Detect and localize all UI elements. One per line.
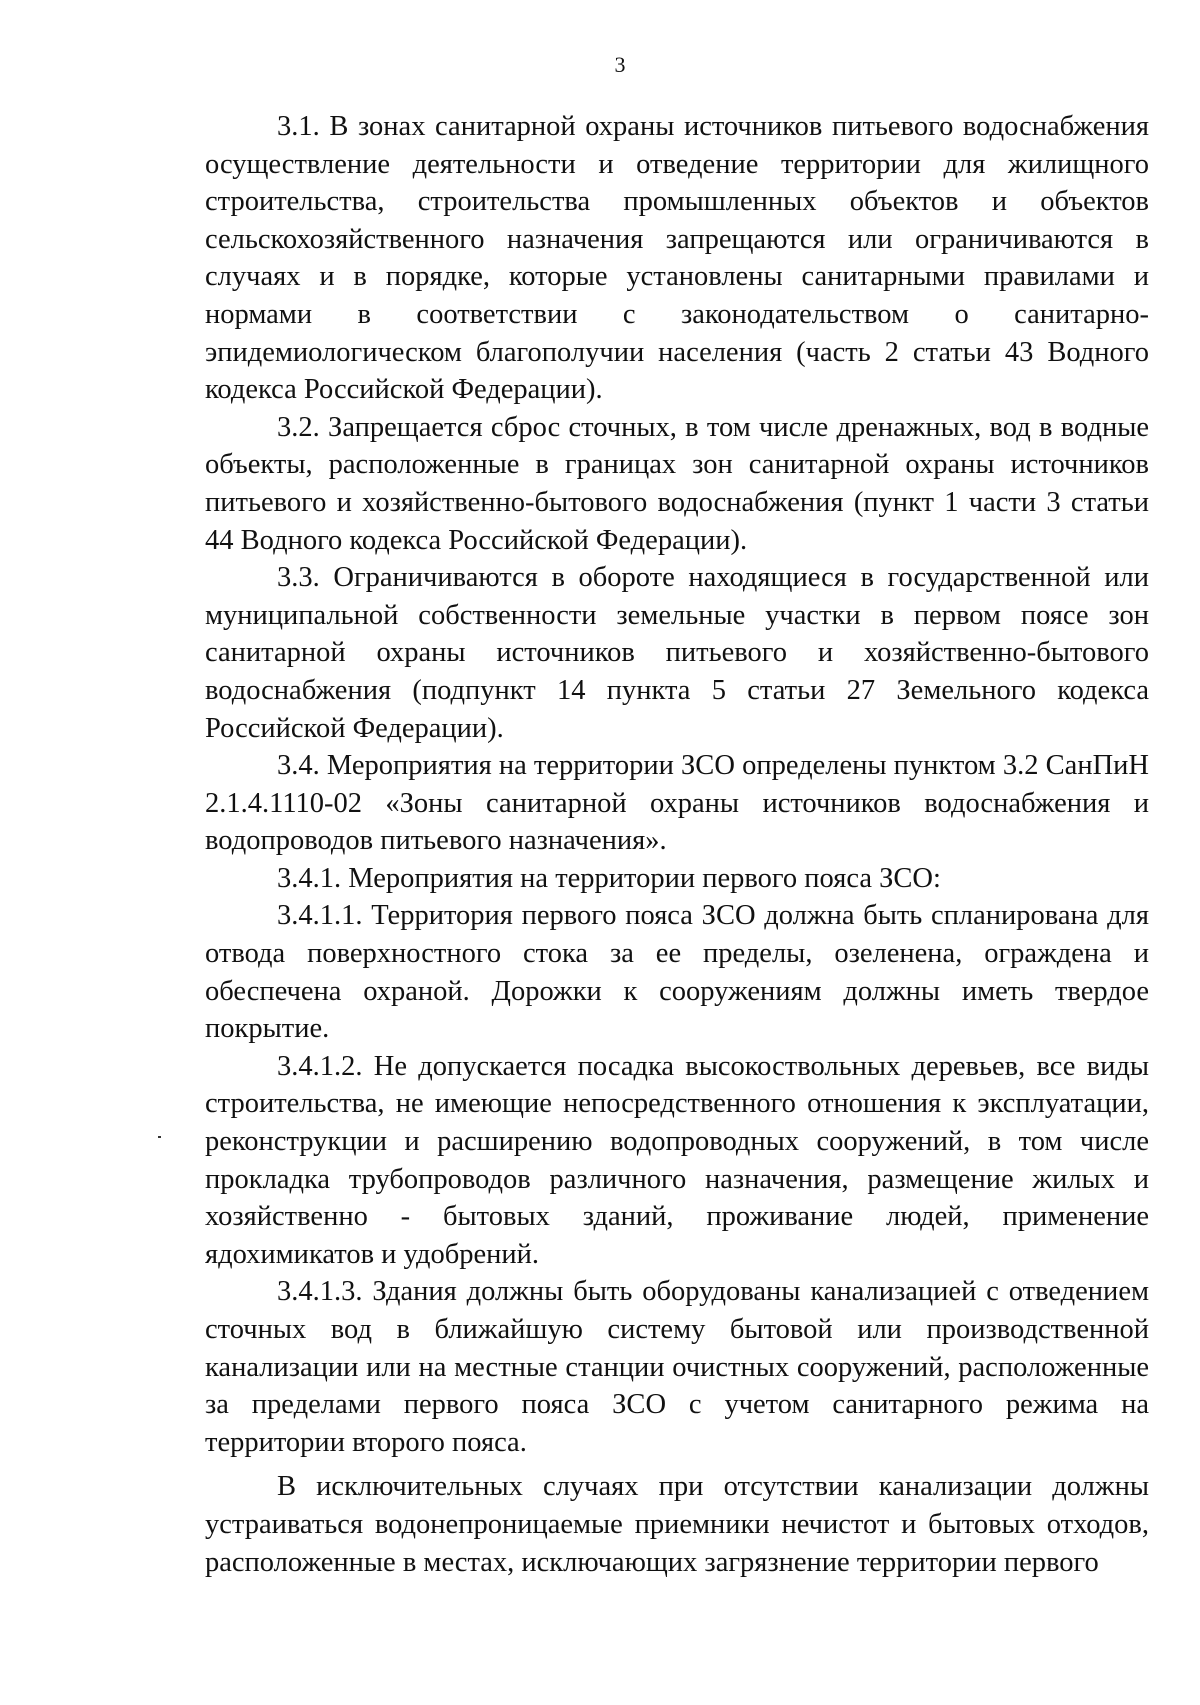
scan-artifact-mark xyxy=(158,1136,161,1138)
paragraph-3-4-1-1: 3.4.1.1. Территория первого пояса ЗСО должна быть спланирована для отвода поверхностного стока за ее пределы, озеленена, ограждена и обеспечена охраной. Дорожки к сооружениям должны иметь твердое покрытие. xyxy=(205,900,1149,1045)
paragraph-3-4-1: 3.4.1. Мероприятия на территории первого пояса ЗСО: xyxy=(277,862,941,894)
paragraph-3-1: 3.1. В зонах санитарной охраны источников питьевого водоснабжения осуществление деятельности и отведение территории для жилищного строительства, строительства промышленных объектов и объектов сельскохозяйственного назначения запрещаются или ограничиваются в случаях и в порядке, которые установлены санитарными правилами и нормами в соответствии с законодательством о санитарно-эпидемиологическом благополучии населения (часть 2 статьи 43 Водного кодекса Российской Федерации). xyxy=(205,111,1149,406)
paragraph-3-4: 3.4. Мероприятия на территории ЗСО определены пунктом 3.2 СанПиН 2.1.4.1110-02 «Зоны санитарной охраны источников водоснабжения и водопроводов питьевого назначения». xyxy=(205,750,1149,857)
paragraph-exceptional-cases: В исключительных случаях при отсутствии канализации должны устраиваться водонепроницаемые приемники нечистот и бытовых отходов, расположенные в местах, исключающих загрязнение территории первого xyxy=(205,1471,1149,1578)
paragraph-3-4-1-3: 3.4.1.3. Здания должны быть оборудованы канализацией с отведением сточных вод в ближайшую систему бытовой или производственной канализации или на местные станции очистных сооружений, расположенные за пределами первого пояса ЗСО с учетом санитарного режима на территории второго пояса. xyxy=(205,1276,1149,1458)
paragraph-3-3: 3.3. Ограничиваются в обороте находящиеся в государственной или муниципальной собственности земельные участки в первом поясе зон санитарной охраны источников питьевого и хозяйственно-бытового водоснабжения (подпункт 14 пункта 5 статьи 27 Земельного кодекса Российской Федерации). xyxy=(205,562,1149,744)
paragraph-3-2: 3.2. Запрещается сброс сточных, в том числе дренажных, вод в водные объекты, расположенные в границах зон санитарной охраны источников питьевого и хозяйственно-бытового водоснабжения (пункт 1 части 3 статьи 44 Водного кодекса Российской Федерации). xyxy=(205,411,1149,556)
paragraph-3-4-1-2: 3.4.1.2. Не допускается посадка высокоствольных деревьев, все виды строительства, не имеющие непосредственного отношения к эксплуатации, реконструкции и расширению водопроводных сооружений, в том числе прокладка трубопроводов различного назначения, размещение жилых и хозяйственно - бытовых зданий, проживание людей, применение ядохимикатов и удобрений. xyxy=(205,1050,1149,1270)
page-number: 3 xyxy=(614,52,626,77)
document-body xyxy=(205,108,1149,1581)
